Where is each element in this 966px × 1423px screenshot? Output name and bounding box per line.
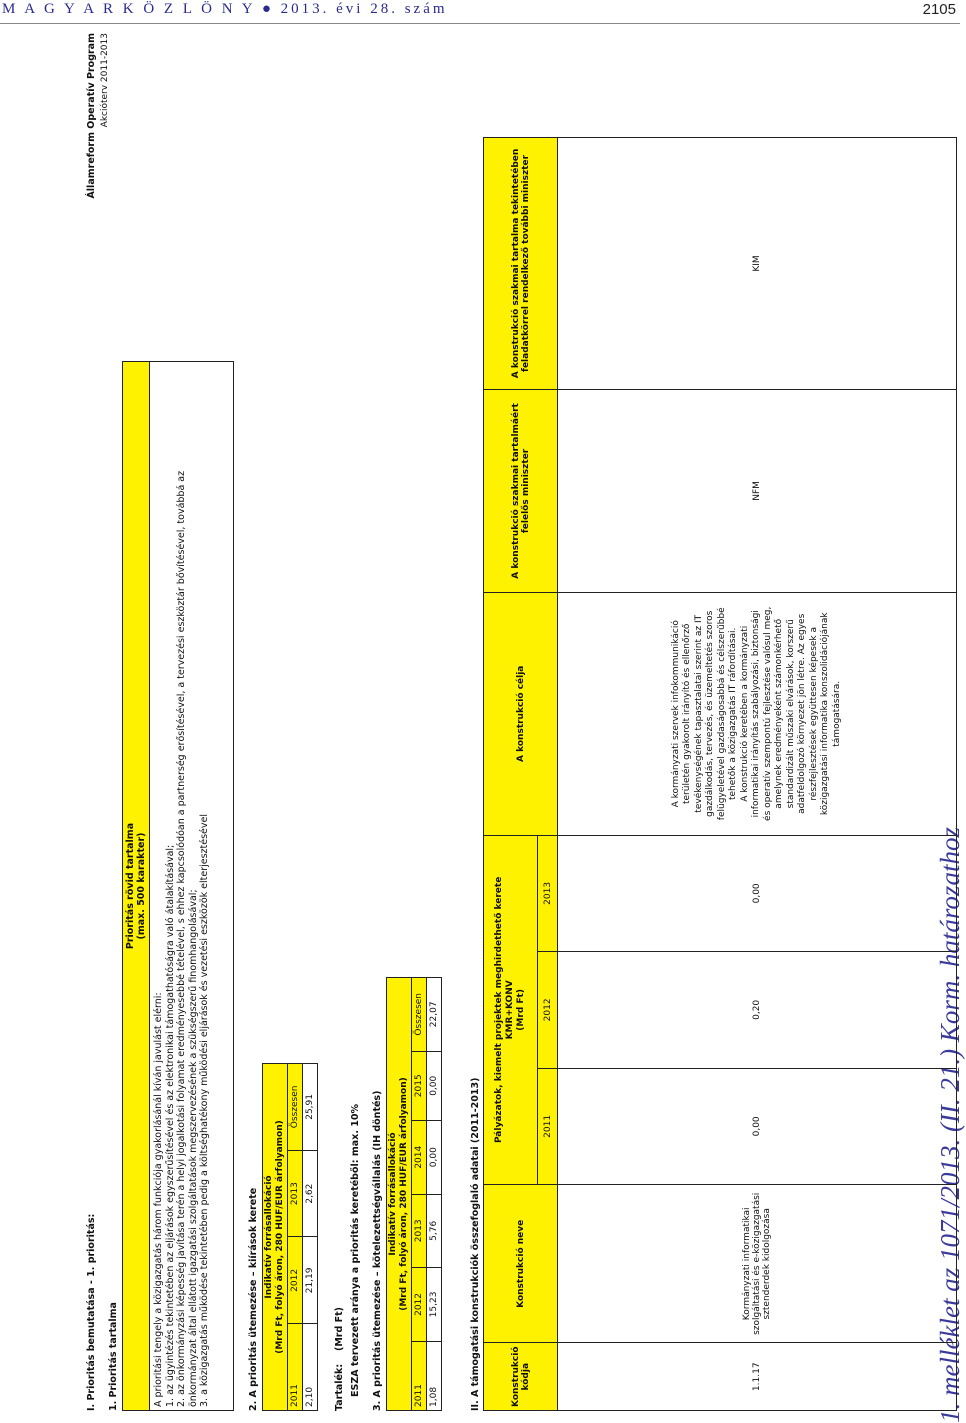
section-i-heading: I. Prioritás bemutatása - 1. prioritás: — [86, 1213, 97, 1411]
annex-title: 1. melléklet az 1071/2013. (II. 21.) Korm. határozathoz — [935, 827, 965, 1423]
box-head-title: Prioritás rövid tartalma — [125, 822, 136, 950]
year-cell: 2015 — [412, 1051, 427, 1120]
header-rule — [0, 23, 960, 24]
value-cell: 22,07 — [427, 978, 442, 1052]
year-cell: 2012 — [412, 1268, 427, 1342]
construction-goal — [558, 592, 957, 835]
tender-frame-region: KMR+KONV — [505, 980, 515, 1040]
col-name: Konstrukció neve — [484, 1185, 558, 1343]
box-head-limit: (max. 500 karakter) — [136, 832, 147, 940]
col-goal: A konstrukció célja — [484, 592, 558, 835]
priority-content-head — [123, 362, 150, 1410]
goal-line: A konstrukció keretében a kormányzati — [739, 625, 750, 802]
year-cell: 2013 — [288, 1150, 303, 1237]
value-cell: 5,76 — [427, 1194, 442, 1268]
program-sub: Akcióterv 2011-2013 — [100, 33, 110, 128]
body-line: 3. a közigazgatás működése tekintetében pedig a költséghatékony működési eljárások és vezetési eszközök elterjesztésével — [199, 813, 210, 1407]
col-code: Konstrukció kódja — [484, 1343, 558, 1411]
body-line: A prioritási tengely a közigazgatás három funkciója gyakorlásánál kíván javulást elérni: — [153, 992, 164, 1407]
value-cell: 15,23 — [427, 1268, 442, 1342]
year-cell: 2011 — [538, 1068, 558, 1185]
allocation-head-unit: (Mrd Ft, folyó áron, 280 HUF/EUR árfolyamon) — [275, 1120, 285, 1354]
body-line: 1. az ügyintézés tekintetében az eljárások egyszerűsítésével és az elektronikai támogathatóságra való átalakításával; — [164, 844, 176, 1407]
commitment-table-head — [387, 978, 412, 1411]
goal-line: felügyeletével gazdaságosabbá és célszerűbbé — [716, 607, 727, 821]
construction-name: Kormányzati informatikai szolgáltatási és e-közigazgatási sztenderdek kidolgozása — [558, 1185, 957, 1343]
journal-title: M A G Y A R K Ö Z L Ö N Y ● 2013. évi 28. szám — [2, 1, 448, 17]
tender-frame-title: Pályázatok, kiemelt projektek meghirdethető kerete — [494, 876, 504, 1144]
year-cell: 2013 — [538, 835, 558, 952]
goal-line: támogatására. — [831, 680, 842, 747]
other-minister: KIM — [558, 138, 957, 390]
value-cell: 2,10 — [303, 1324, 318, 1411]
goal-line: és operatív szempontú fejlesztése valósul meg, — [762, 606, 773, 821]
col-minister: A konstrukció szakmai tartalmáért felelős miniszter — [484, 389, 558, 592]
priority-content-heading: 1. Prioritás tartalma — [108, 1302, 119, 1411]
year-cell: 2011 — [412, 1341, 427, 1410]
value-cell: 1,08 — [427, 1341, 442, 1410]
section-3-title: 3. A prioritás ütemezése – kötelezettségvállalás (IH döntés) — [372, 1090, 383, 1411]
body-line: önkormányzat által ellátott igazgatási szolgáltatások megszervezésének a szükségszerű finomhangolásával; — [187, 889, 199, 1407]
construction-table — [483, 137, 957, 1411]
value-cell: 0,00 — [427, 1051, 442, 1120]
value-cell: 25,91 — [303, 1064, 318, 1151]
value-cell: 0,20 — [558, 952, 957, 1069]
responsible-minister: NFM — [558, 389, 957, 592]
value-cell: 21,19 — [303, 1237, 318, 1324]
goal-line: amelynek eredményeként számonkérhető — [774, 618, 785, 809]
value-cell: 0,00 — [558, 1068, 957, 1185]
construction-code: 1.1.17 — [558, 1343, 957, 1411]
col-other-minister: A konstrukció szakmai tartalma tekintetében feladatkörrel rendelkező további miniszter — [484, 138, 558, 390]
year-cell: 2012 — [538, 952, 558, 1069]
goal-line: részfejlesztések együttesen képesek a — [808, 626, 819, 801]
reserve-label: Tartalék: — [334, 1363, 345, 1411]
page-number: 2105 — [922, 1, 956, 18]
goal-line: tevékenységének tapasztalatai szerint az IT — [693, 614, 704, 813]
goal-line: tehetők a közigazgatás IT ráfordításai. — [728, 627, 739, 801]
col-tender-frame — [484, 835, 538, 1185]
esza-ratio: ESZA tervezett aránya a prioritás keretéből: max. 10% — [350, 1104, 361, 1397]
body-line: 2. az önkormányzási képesség javítása terén a helyi jogalkotási folyamat eredményesebbé tételével, s ehhez kapcsolódóan a partnerség erősítésével, a tervezési eszköztár bővítésével, továbbá az — [176, 470, 187, 1407]
tender-frame-unit: (Mrd Ft) — [516, 989, 526, 1031]
goal-line: A kormányzati szervek infokommunikáció — [670, 620, 681, 808]
document-body — [0, 27, 960, 1417]
year-cell: 2013 — [412, 1194, 427, 1268]
reserve-unit: (Mrd Ft) — [334, 1307, 345, 1351]
total-cell: Összesen — [288, 1064, 303, 1151]
goal-line: területén gyakorolt irányító és ellenőrző — [682, 623, 693, 805]
commitment-head-unit: (Mrd Ft, folyó áron, 280 HUF/EUR árfolyamon) — [399, 1077, 409, 1311]
year-cell: 2014 — [412, 1120, 427, 1194]
allocation-table-head — [263, 1064, 288, 1411]
goal-line: közigazgatási informatika konszolidációjának — [820, 612, 831, 816]
value-cell: 2,62 — [303, 1150, 318, 1237]
section-ii-title: II. A támogatási konstrukciók összefoglaló adatai (2011-2013) — [470, 1077, 481, 1411]
section-2-title: 2. A prioritás ütemezése – kiírások kerete — [248, 1187, 259, 1411]
value-cell: 0,00 — [558, 835, 957, 952]
priority-content-box — [122, 361, 234, 1411]
value-cell: 0,00 — [427, 1120, 442, 1194]
total-cell: Összesen — [412, 978, 427, 1052]
allocation-table — [262, 1063, 318, 1411]
allocation-head-title: Indikatív forrásallokáció — [264, 1175, 274, 1299]
goal-line: adatfeldolgozó környezet jön létre. Az egyes — [797, 613, 808, 814]
priority-content-text — [150, 362, 214, 1410]
goal-line: informatikai irányítás szabályozási, biztonsági — [751, 610, 762, 818]
commitment-table — [386, 977, 442, 1411]
program-name: Államreform Operatív Program — [86, 33, 97, 199]
commitment-head-title: Indikatív forrásallokáció — [388, 1132, 398, 1256]
goal-line: standardizált műszaki elvárások, korszerű — [785, 619, 796, 809]
page-header — [0, 0, 960, 22]
year-cell: 2012 — [288, 1237, 303, 1324]
year-cell: 2011 — [288, 1324, 303, 1411]
goal-line: gazdálkodás, tervezés, és üzemeltetés szoros — [705, 610, 716, 817]
